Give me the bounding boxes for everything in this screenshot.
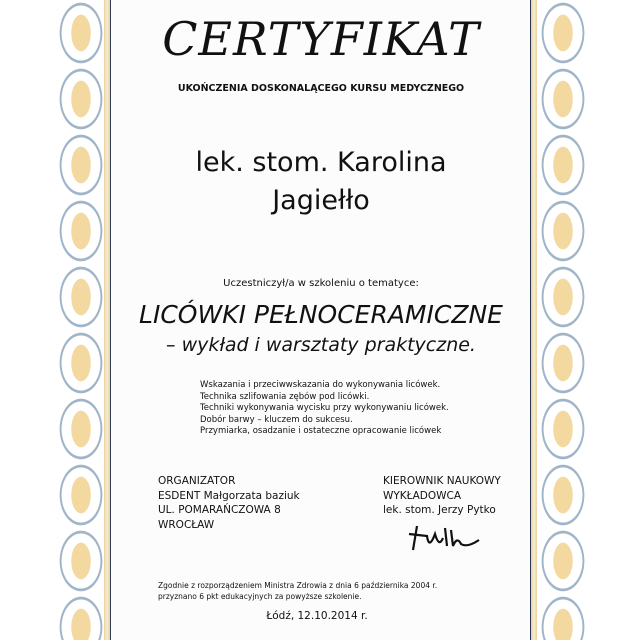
topic-item: Techniki wykonywania wycisku przy wykonywaniu licówek. — [200, 403, 449, 413]
topic-item: Przymiarka, osadzanie i ostateczne opracowanie licówek — [200, 426, 442, 436]
lecturer-block — [383, 474, 501, 518]
topic-item: Wskazania i przeciwwskazania do wykonywania licówek. — [200, 380, 441, 390]
intro-text: Uczestniczył/a w szkoleniu o tematyce: — [223, 278, 419, 289]
recipient-name-line1: lek. stom. Karolina — [195, 147, 447, 178]
lecturer-role2: WYKŁADOWCA — [383, 489, 462, 502]
organizer-name: ESDENT Małgorzata baziuk — [158, 489, 300, 502]
lecturer-role1: KIEROWNIK NAUKOWY — [383, 475, 501, 487]
decorative-border-right — [538, 0, 588, 640]
course-title: LICÓWKI PEŁNOCERAMICZNE — [139, 300, 503, 329]
legal-note-line: Zgodnie z rozporządzeniem Ministra Zdrowia z dnia 6 października 2004 r. — [158, 581, 438, 590]
place-and-date: Łódź, 12.10.2014 r. — [266, 610, 368, 622]
border-line-left — [104, 0, 111, 640]
recipient-name — [112, 144, 530, 220]
organizer-label: ORGANIZATOR — [158, 475, 236, 487]
topic-item: Dobór barwy – kluczem do sukcesu. — [200, 414, 353, 425]
topics-list — [200, 380, 449, 438]
lecturer-name: lek. stom. Jerzy Pytko — [383, 504, 496, 516]
legal-note-line: przyznano 6 pkt edukacyjnych za powyższe szkolenie. — [158, 591, 362, 601]
course-subtitle: – wykład i warsztaty praktyczne. — [166, 334, 476, 356]
certificate-title: CERTYFIKAT — [162, 12, 480, 66]
topic-item: Technika szlifowania zębów pod licówki. — [200, 391, 370, 402]
border-line-right — [530, 0, 537, 640]
recipient-name-line2: Jagiełło — [272, 185, 370, 216]
legal-note — [158, 581, 437, 602]
organizer-city: WROCŁAW — [158, 518, 215, 531]
decorative-border-left — [56, 0, 106, 640]
organizer-block — [158, 474, 300, 532]
organizer-street: UL. POMARAŃCZOWA 8 — [158, 504, 281, 516]
certificate-subtitle: UKOŃCZENIA DOSKONALĄCEGO KURSU MEDYCZNEGO — [177, 83, 465, 94]
signature — [405, 520, 485, 560]
